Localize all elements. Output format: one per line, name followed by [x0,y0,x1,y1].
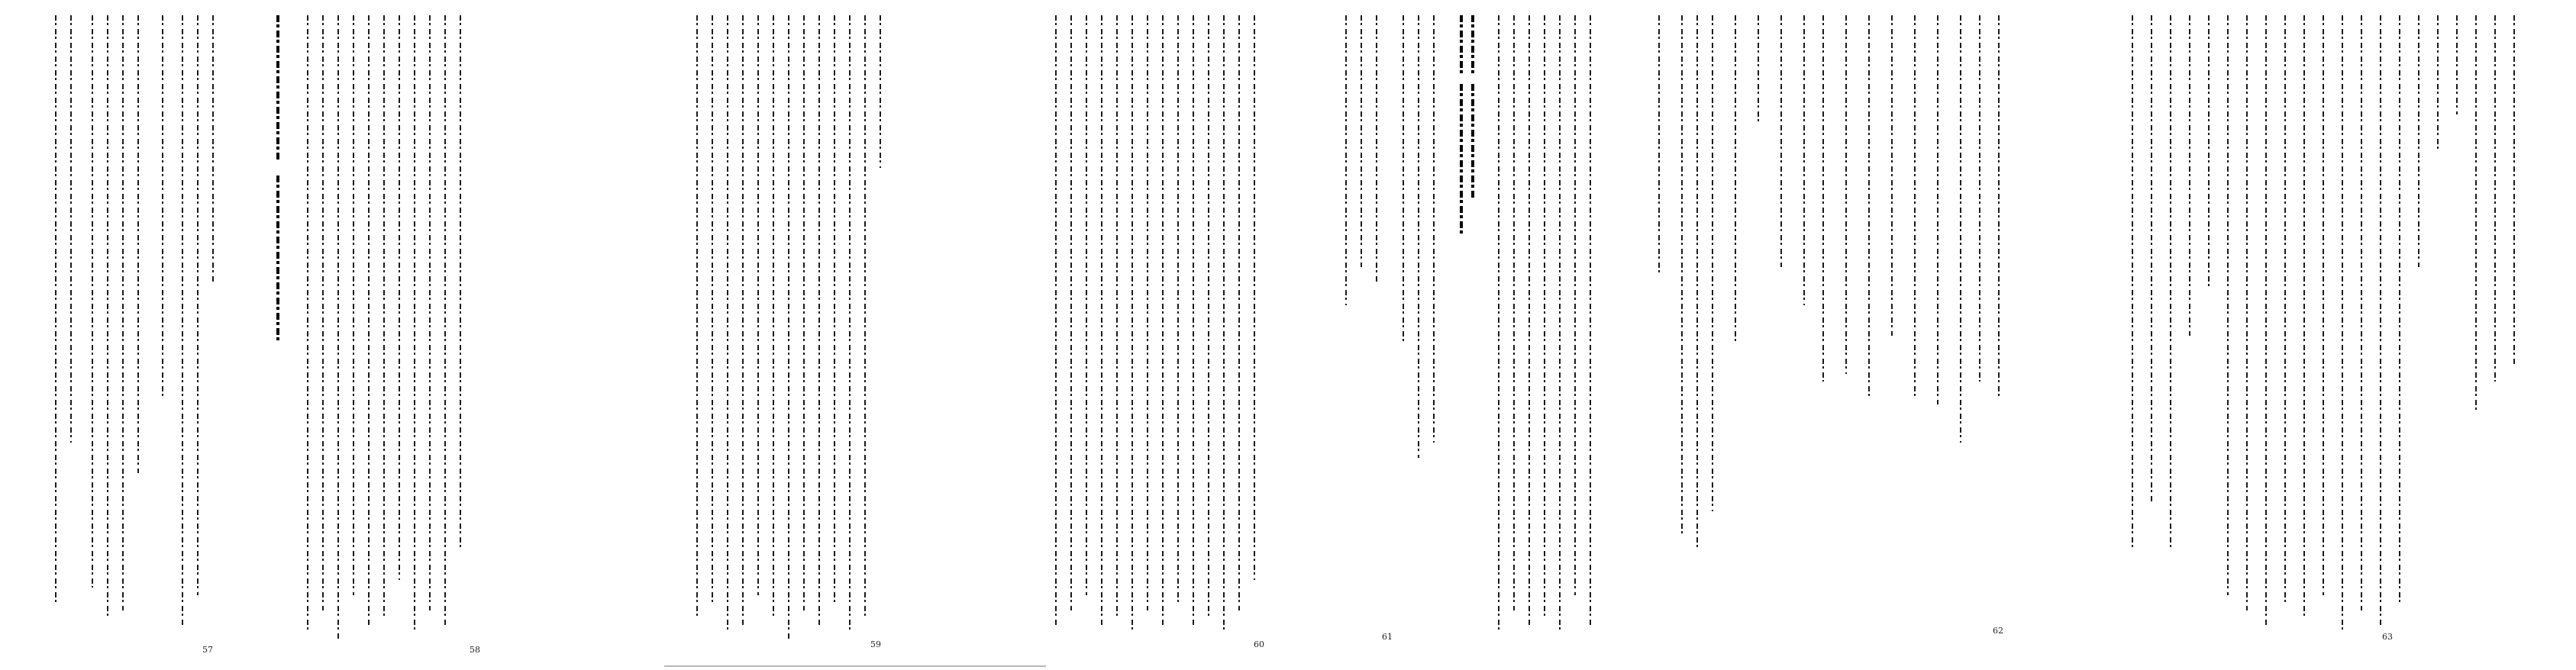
text-column [1913,15,1917,397]
text-column [1802,15,1806,305]
text-column [1496,15,1501,633]
text-column [2436,15,2440,153]
text-column [1069,15,1073,610]
text-column [1756,15,1761,122]
text-column [1084,15,1089,595]
text-column [336,15,341,641]
text-column [2321,15,2326,595]
text-column [2283,15,2287,603]
text-column [1432,15,1436,443]
text-column [1997,15,2001,397]
text-column [2130,15,2135,549]
text-column [1977,15,1982,382]
text-column [1779,15,1784,267]
text-column [1359,15,1364,267]
text-column [1222,15,1226,633]
text-column [121,15,125,610]
text-column [2378,15,2383,626]
text-column [1821,15,1825,382]
text-column [305,15,310,633]
text-column [741,15,745,626]
page-57 [46,0,221,664]
text-column [2206,15,2211,290]
text-column [1401,15,1406,343]
text-column [211,15,215,282]
text-column [458,15,463,549]
text-column [2340,15,2345,633]
text-column [1206,15,1211,618]
text-column [136,15,140,473]
text-column [695,15,699,618]
text-column [1374,15,1379,282]
text-column [382,15,386,618]
text-column [1130,15,1135,633]
text-column [2226,15,2230,595]
text-column [1512,15,1516,610]
text-column [1416,15,1421,458]
text-column [2187,15,2192,336]
text-column [771,15,776,618]
text-column [1344,15,1348,305]
page-number: 61 [1382,632,1393,642]
text-column [1542,15,1547,618]
section-heading [275,176,281,343]
text-column [1191,15,1196,626]
section-heading [1458,84,1464,237]
text-column [1935,15,1940,404]
text-column [802,15,806,610]
page-number: 60 [1254,639,1264,649]
text-column [1160,15,1165,626]
section-heading [1470,84,1476,198]
page-63 [2130,0,2558,664]
text-column [878,15,883,168]
text-column [1958,15,1963,443]
text-column [1054,15,1058,626]
text-column [832,15,837,603]
page-number: 62 [1993,626,2003,636]
page-number: 59 [870,639,881,649]
text-column [1588,15,1593,626]
text-column [1695,15,1700,549]
text-column [2416,15,2421,267]
text-column [847,15,852,633]
text-column [2493,15,2497,382]
text-column [2397,15,2402,603]
text-column [2168,15,2173,549]
page-number: 58 [470,645,480,655]
text-column [1844,15,1848,374]
text-column [1710,15,1715,511]
text-column [160,15,165,397]
text-column [2302,15,2306,618]
page-59 [695,0,893,664]
text-column [725,15,730,633]
text-column [1657,15,1661,275]
text-column [1573,15,1577,595]
text-column [1680,15,1684,534]
section-heading [275,15,281,160]
text-column [195,15,200,595]
text-column [69,15,73,443]
text-column [397,15,402,580]
text-column [2245,15,2249,610]
page-62 [1657,0,2023,664]
text-column [786,15,791,641]
text-column [1890,15,1894,336]
section-heading [1458,15,1464,76]
text-column [2474,15,2478,412]
text-column [756,15,760,595]
text-column [1867,15,1871,397]
page-number: 57 [202,645,213,655]
text-column [1115,15,1119,618]
text-column [105,15,110,618]
text-column [443,15,447,626]
text-column [366,15,371,626]
text-column [2512,15,2516,366]
text-column [817,15,822,626]
text-column [53,15,58,603]
text-column [1099,15,1104,626]
text-column [90,15,95,588]
text-column [1252,15,1257,580]
text-column [1176,15,1180,603]
text-column [1558,15,1562,633]
page-58 [275,0,481,664]
text-column [180,15,185,626]
text-column [428,15,432,610]
text-column [2149,15,2154,504]
text-column [412,15,417,633]
text-column [863,15,867,618]
text-column [2359,15,2364,610]
text-column [710,15,715,603]
section-heading [1470,15,1476,76]
text-column [1733,15,1738,343]
text-column [2264,15,2268,626]
text-column [2455,15,2459,114]
page-60 [1054,0,1283,664]
text-column [321,15,325,610]
text-column [1527,15,1532,626]
horizontal-scrollbar[interactable] [664,665,1046,667]
page-number: 63 [2382,632,2393,642]
text-column [1237,15,1241,610]
page-61 [1344,0,1619,664]
text-column [351,15,356,595]
text-column [1145,15,1150,610]
